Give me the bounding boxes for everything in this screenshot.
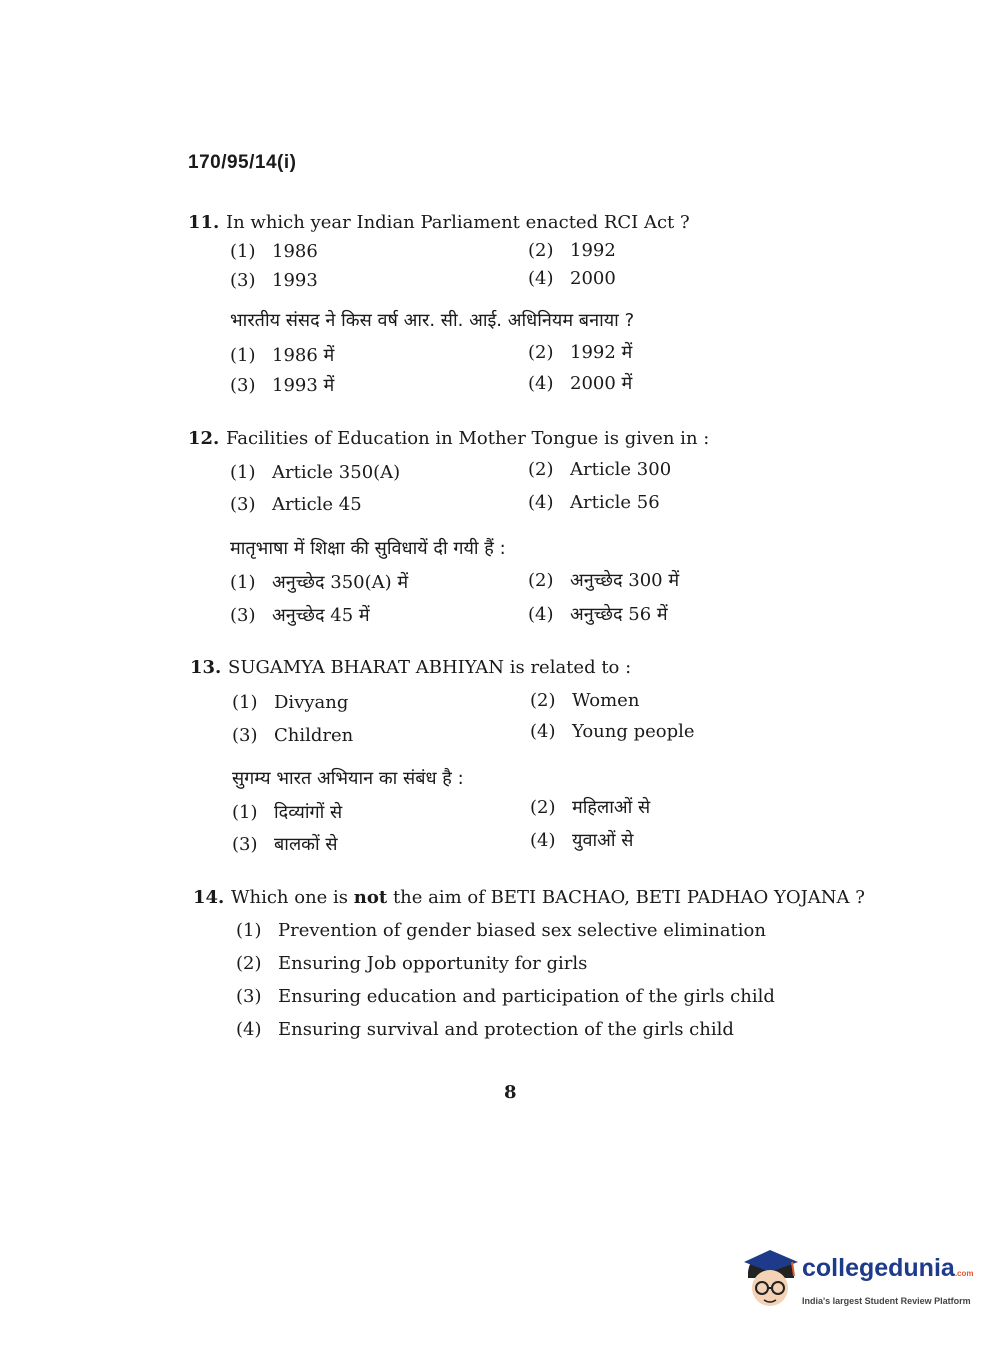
option-12-4: (4) Article 56	[528, 492, 660, 513]
logo-name: collegedunia	[802, 1254, 955, 1282]
question-text: Facilities of Education in Mother Tongue is given in :	[226, 428, 710, 449]
collegedunia-logo	[742, 1248, 972, 1318]
hindi-option-12-2: (2) अनुच्छेद 300 में	[528, 570, 680, 591]
hindi-option-12-3: (3) अनुच्छेद 45 में	[230, 605, 370, 626]
option-11-4: (4) 2000	[528, 268, 616, 289]
page-number: 8	[504, 1082, 517, 1103]
hindi-option-11-3: (3) 1993 में	[230, 375, 335, 396]
option-14-1: (1) Prevention of gender biased sex selective elimination	[236, 920, 766, 941]
hindi-option-11-2: (2) 1992 में	[528, 342, 633, 363]
question-13	[190, 657, 631, 678]
question-12-hindi: मातृभाषा में शिक्षा की सुविधायें दी गयी हैं :	[230, 538, 506, 559]
mascot-icon	[742, 1248, 800, 1314]
option-12-3: (3) Article 45	[230, 494, 362, 515]
question-text: In which year Indian Parliament enacted RCI Act ?	[226, 212, 690, 233]
hindi-option-11-4: (4) 2000 में	[528, 373, 633, 394]
question-14	[193, 887, 865, 908]
question-text-end: the aim of BETI BACHAO, BETI PADHAO YOJANA ?	[392, 887, 865, 908]
option-13-3: (3) Children	[232, 725, 354, 746]
option-12-1: (1) Article 350(A)	[230, 462, 401, 483]
option-11-3: (3) 1993	[230, 270, 318, 291]
option-14-4: (4) Ensuring survival and protection of the girls child	[236, 1019, 734, 1040]
question-text: SUGAMYA BHARAT ABHIYAN is related to :	[228, 657, 632, 678]
question-text-start: Which one is	[231, 887, 349, 908]
question-number: 14.	[193, 887, 225, 908]
paper-code: 170/95/14(i)	[188, 152, 297, 173]
logo-tagline: India's largest Student Review Platform	[802, 1296, 971, 1306]
hindi-option-13-2: (2) महिलाओं से	[530, 797, 651, 818]
logo-suffix: .com	[954, 1269, 974, 1278]
option-13-1: (1) Divyang	[232, 692, 349, 713]
question-11	[188, 212, 690, 233]
hindi-option-12-4: (4) अनुच्छेद 56 में	[528, 604, 668, 625]
question-text-emphasis: not	[353, 887, 388, 908]
hindi-option-12-1: (1) अनुच्छेद 350(A) में	[230, 572, 409, 593]
hindi-option-13-3: (3) बालकों से	[232, 834, 338, 855]
option-12-2: (2) Article 300	[528, 459, 672, 480]
hindi-option-13-1: (1) दिव्यांगों से	[232, 802, 343, 823]
question-number: 12.	[188, 428, 220, 449]
hindi-option-11-1: (1) 1986 में	[230, 345, 335, 366]
question-12	[188, 428, 709, 449]
option-14-2: (2) Ensuring Job opportunity for girls	[236, 953, 588, 974]
option-13-4: (4) Young people	[530, 721, 695, 742]
option-11-1: (1) 1986	[230, 241, 318, 262]
question-number: 13.	[190, 657, 222, 678]
option-13-2: (2) Women	[530, 690, 640, 711]
hindi-option-13-4: (4) युवाओं से	[530, 830, 634, 851]
option-11-2: (2) 1992	[528, 240, 616, 261]
option-14-3: (3) Ensuring education and participation of the girls child	[236, 986, 775, 1007]
question-11-hindi: भारतीय संसद ने किस वर्ष आर. सी. आई. अधिनियम बनाया ?	[230, 310, 635, 331]
question-number: 11.	[188, 212, 220, 233]
question-13-hindi: सुगम्य भारत अभियान का संबंध है :	[232, 768, 464, 789]
